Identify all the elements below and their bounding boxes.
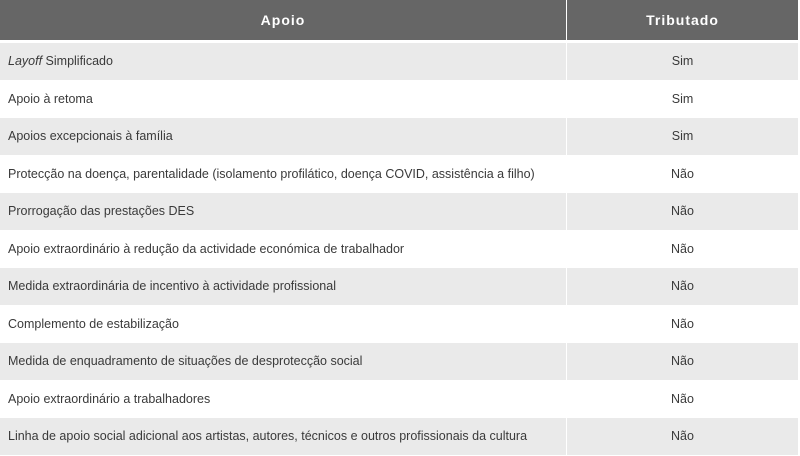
row-apoio: Apoios excepcionais à família [0,118,567,156]
row-apoio: Apoio extraordinário a trabalhadores [0,381,567,419]
header-tributado: Tributado [567,0,798,40]
table-row [0,268,798,306]
row-tributado: Não [567,231,798,269]
row-tributado: Não [567,381,798,419]
table-row [0,156,798,194]
row-apoio: Medida extraordinária de incentivo à actividade profissional [0,268,567,306]
row-tributado: Não [567,306,798,344]
row-apoio-emphasis: Layoff [8,54,43,69]
row-apoio: Linha de apoio social adicional aos artistas, autores, técnicos e outros profissionais da cultura [0,418,567,456]
row-apoio: Apoio à retoma [0,81,567,119]
row-tributado: Sim [567,43,798,81]
row-tributado: Não [567,268,798,306]
row-apoio: Apoio extraordinário à redução da actividade económica de trabalhador [0,231,567,269]
row-apoio-text: Simplificado [42,54,113,69]
row-apoio: Complemento de estabilização [0,306,567,344]
table-row [0,193,798,231]
row-tributado: Sim [567,81,798,119]
table-row [0,343,798,381]
table-row [0,306,798,344]
row-tributado: Não [567,156,798,194]
row-tributado: Não [567,343,798,381]
table-row [0,43,798,81]
table-row [0,231,798,269]
header-apoio: Apoio [0,0,567,40]
row-apoio: Protecção na doença, parentalidade (isolamento profilático, doença COVID, assistência a filho) [0,156,567,194]
row-apoio: Medida de enquadramento de situações de desprotecção social [0,343,567,381]
row-tributado: Não [567,193,798,231]
header-row [0,0,798,40]
table-row [0,418,798,456]
row-tributado: Sim [567,118,798,156]
row-tributado: Não [567,418,798,456]
row-apoio: Prorrogação das prestações DES [0,193,567,231]
table-row [0,81,798,119]
table-row [0,118,798,156]
row-apoio [0,43,567,81]
table-row [0,381,798,419]
